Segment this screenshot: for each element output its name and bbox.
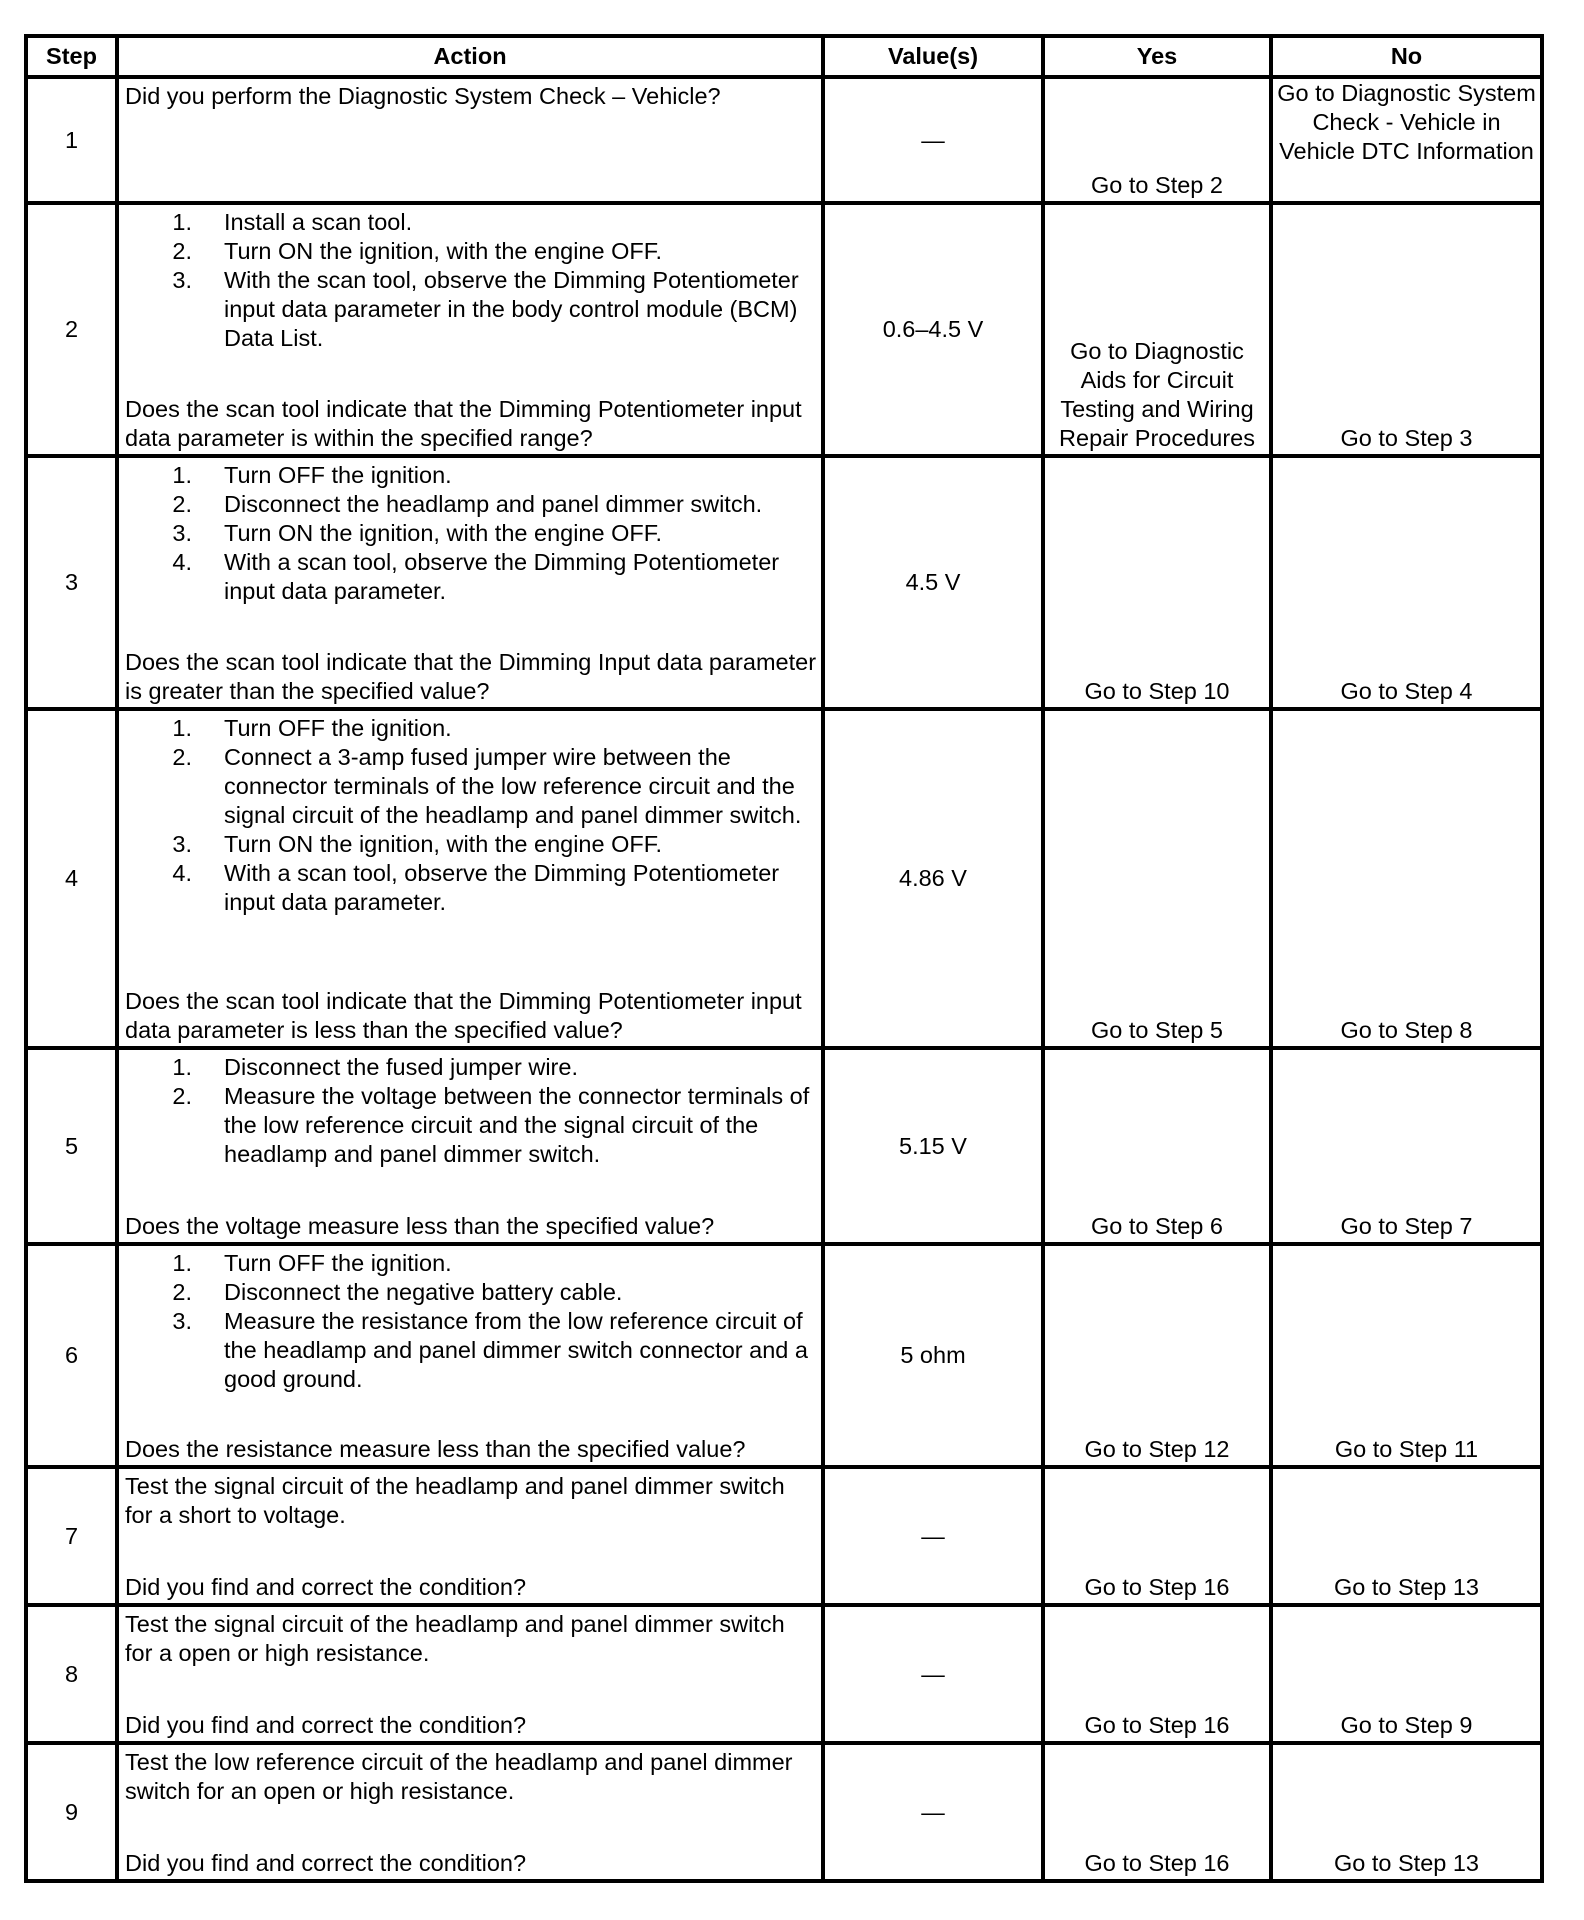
step-number: 7 <box>26 1467 117 1605</box>
action-steps-list <box>125 461 817 606</box>
action-step-text: Turn ON the ignition, with the engine OFF. <box>224 831 663 857</box>
action-step-text: Turn OFF the ignition. <box>224 1250 452 1276</box>
table-row <box>26 1605 1542 1743</box>
action-step-text: Measure the voltage between the connector terminals of the low reference circuit and the signal circuit of the headlamp and panel dimmer switch. <box>224 1083 810 1167</box>
action-step-number: 1. <box>172 715 192 741</box>
no-cell: Go to Step 13 <box>1271 1467 1542 1605</box>
value-cell: — <box>823 1743 1043 1881</box>
action-cell <box>117 456 823 709</box>
action-step-item <box>125 548 817 606</box>
no-cell: Go to Step 8 <box>1271 709 1542 1048</box>
table-row <box>26 709 1542 1048</box>
action-step-item <box>125 830 817 859</box>
action-cell <box>117 203 823 456</box>
action-step-item <box>125 1278 817 1307</box>
action-step-text: Turn OFF the ignition. <box>224 715 452 741</box>
action-step-item <box>125 490 817 519</box>
action-step-text: Disconnect the fused jumper wire. <box>224 1054 578 1080</box>
yes-cell: Go to Step 6 <box>1043 1048 1271 1244</box>
no-cell: Go to Step 4 <box>1271 456 1542 709</box>
action-steps-list <box>125 714 817 917</box>
step-number: 8 <box>26 1605 117 1743</box>
action-step-item <box>125 859 817 917</box>
action-question: Did you find and correct the condition? <box>125 1712 527 1738</box>
action-step-number: 1. <box>172 209 192 235</box>
action-step-item <box>125 208 817 237</box>
value-cell: — <box>823 1605 1043 1743</box>
action-question: Does the scan tool indicate that the Dimming Input data parameter is greater than the specified value? <box>125 649 817 704</box>
action-step-number: 4. <box>172 549 192 575</box>
action-step-item <box>125 714 817 743</box>
action-question: Did you find and correct the condition? <box>125 1574 527 1600</box>
yes-cell: Go to Step 10 <box>1043 456 1271 709</box>
step-number: 6 <box>26 1244 117 1467</box>
yes-cell: Go to Step 5 <box>1043 709 1271 1048</box>
action-step-item <box>125 1307 817 1394</box>
action-step-text: Disconnect the negative battery cable. <box>224 1279 623 1305</box>
header-yes: Yes <box>1043 36 1271 77</box>
action-cell <box>117 77 823 203</box>
action-step-text: Disconnect the headlamp and panel dimmer switch. <box>224 491 763 517</box>
action-step-text: With a scan tool, observe the Dimming Potentiometer input data parameter. <box>224 549 780 604</box>
action-step-text: Install a scan tool. <box>224 209 413 235</box>
table-row <box>26 1244 1542 1467</box>
action-step-number: 2. <box>172 1083 192 1109</box>
action-cell <box>117 1048 823 1244</box>
action-steps-list <box>125 1053 817 1169</box>
action-question: Does the voltage measure less than the specified value? <box>125 1213 715 1239</box>
action-cell <box>117 1743 823 1881</box>
action-step-text: Connect a 3-amp fused jumper wire between the connector terminals of the low reference circuit and the signal circuit of the headlamp and panel dimmer switch. <box>224 744 802 828</box>
action-step-number: 1. <box>172 1250 192 1276</box>
value-cell: 5.15 V <box>823 1048 1043 1244</box>
diagnostic-table <box>24 34 1544 1883</box>
value-cell: 5 ohm <box>823 1244 1043 1467</box>
value-cell: 4.86 V <box>823 709 1043 1048</box>
step-number: 4 <box>26 709 117 1048</box>
yes-cell: Go to Step 16 <box>1043 1605 1271 1743</box>
action-steps-list <box>125 1249 817 1394</box>
no-cell: Go to Diagnostic System Check - Vehicle in Vehicle DTC Information <box>1271 77 1542 203</box>
action-cell <box>117 1244 823 1467</box>
no-cell: Go to Step 7 <box>1271 1048 1542 1244</box>
yes-cell: Go to Step 16 <box>1043 1467 1271 1605</box>
action-step-number: 1. <box>172 1054 192 1080</box>
value-cell: — <box>823 77 1043 203</box>
action-step-item <box>125 1082 817 1169</box>
no-cell: Go to Step 3 <box>1271 203 1542 456</box>
table-row <box>26 77 1542 203</box>
yes-cell: Go to Step 12 <box>1043 1244 1271 1467</box>
value-cell: 4.5 V <box>823 456 1043 709</box>
header-values: Value(s) <box>823 36 1043 77</box>
action-step-item <box>125 266 817 353</box>
value-cell: — <box>823 1467 1043 1605</box>
action-step-number: 2. <box>172 491 192 517</box>
table-row <box>26 203 1542 456</box>
action-question: Does the scan tool indicate that the Dimming Potentiometer input data parameter is less than the specified value? <box>125 988 802 1043</box>
table-row <box>26 1743 1542 1881</box>
action-step-number: 3. <box>172 267 192 293</box>
action-step-item <box>125 1053 817 1082</box>
action-steps-list <box>125 208 817 353</box>
step-number: 3 <box>26 456 117 709</box>
action-instruction: Test the signal circuit of the headlamp and panel dimmer switch for a open or high resistance. <box>125 1611 785 1666</box>
action-step-number: 2. <box>172 238 192 264</box>
no-cell: Go to Step 9 <box>1271 1605 1542 1743</box>
header-no: No <box>1271 36 1542 77</box>
header-step: Step <box>26 36 117 77</box>
action-step-number: 2. <box>172 1279 192 1305</box>
action-step-text: Turn OFF the ignition. <box>224 462 452 488</box>
value-cell: 0.6–4.5 V <box>823 203 1043 456</box>
action-cell <box>117 1467 823 1605</box>
yes-cell: Go to Step 16 <box>1043 1743 1271 1881</box>
yes-cell: Go to Diagnostic Aids for Circuit Testing and Wiring Repair Procedures <box>1043 203 1271 456</box>
action-step-number: 2. <box>172 744 192 770</box>
action-question: Does the resistance measure less than the specified value? <box>125 1436 746 1462</box>
action-step-text: Measure the resistance from the low reference circuit of the headlamp and panel dimmer switch connector and a good ground. <box>224 1308 808 1392</box>
step-number: 1 <box>26 77 117 203</box>
table-row <box>26 1048 1542 1244</box>
step-number: 5 <box>26 1048 117 1244</box>
action-question: Does the scan tool indicate that the Dimming Potentiometer input data parameter is within the specified range? <box>125 396 802 451</box>
action-step-text: Turn ON the ignition, with the engine OFF. <box>224 238 663 264</box>
action-step-number: 3. <box>172 831 192 857</box>
header-row <box>26 36 1542 77</box>
action-step-number: 3. <box>172 1308 192 1334</box>
action-step-item <box>125 743 817 830</box>
yes-cell: Go to Step 2 <box>1043 77 1271 203</box>
step-number: 2 <box>26 203 117 456</box>
action-instruction: Did you perform the Diagnostic System Check – Vehicle? <box>125 83 721 109</box>
action-step-number: 3. <box>172 520 192 546</box>
action-step-number: 1. <box>172 462 192 488</box>
action-instruction: Test the low reference circuit of the headlamp and panel dimmer switch for an open or high resistance. <box>125 1749 793 1804</box>
action-cell <box>117 709 823 1048</box>
action-step-item <box>125 461 817 490</box>
action-step-item <box>125 1249 817 1278</box>
step-number: 9 <box>26 1743 117 1881</box>
action-step-text: With a scan tool, observe the Dimming Potentiometer input data parameter. <box>224 860 780 915</box>
action-step-item <box>125 519 817 548</box>
action-step-text: Turn ON the ignition, with the engine OFF. <box>224 520 663 546</box>
table-row <box>26 456 1542 709</box>
table-row <box>26 1467 1542 1605</box>
no-cell: Go to Step 13 <box>1271 1743 1542 1881</box>
action-cell <box>117 1605 823 1743</box>
action-question: Did you find and correct the condition? <box>125 1850 527 1876</box>
no-cell: Go to Step 11 <box>1271 1244 1542 1467</box>
action-step-text: With the scan tool, observe the Dimming Potentiometer input data parameter in the body control module (BCM) Data List. <box>224 267 799 351</box>
action-step-number: 4. <box>172 860 192 886</box>
header-action: Action <box>117 36 823 77</box>
action-step-item <box>125 237 817 266</box>
action-instruction: Test the signal circuit of the headlamp and panel dimmer switch for a short to voltage. <box>125 1473 785 1528</box>
